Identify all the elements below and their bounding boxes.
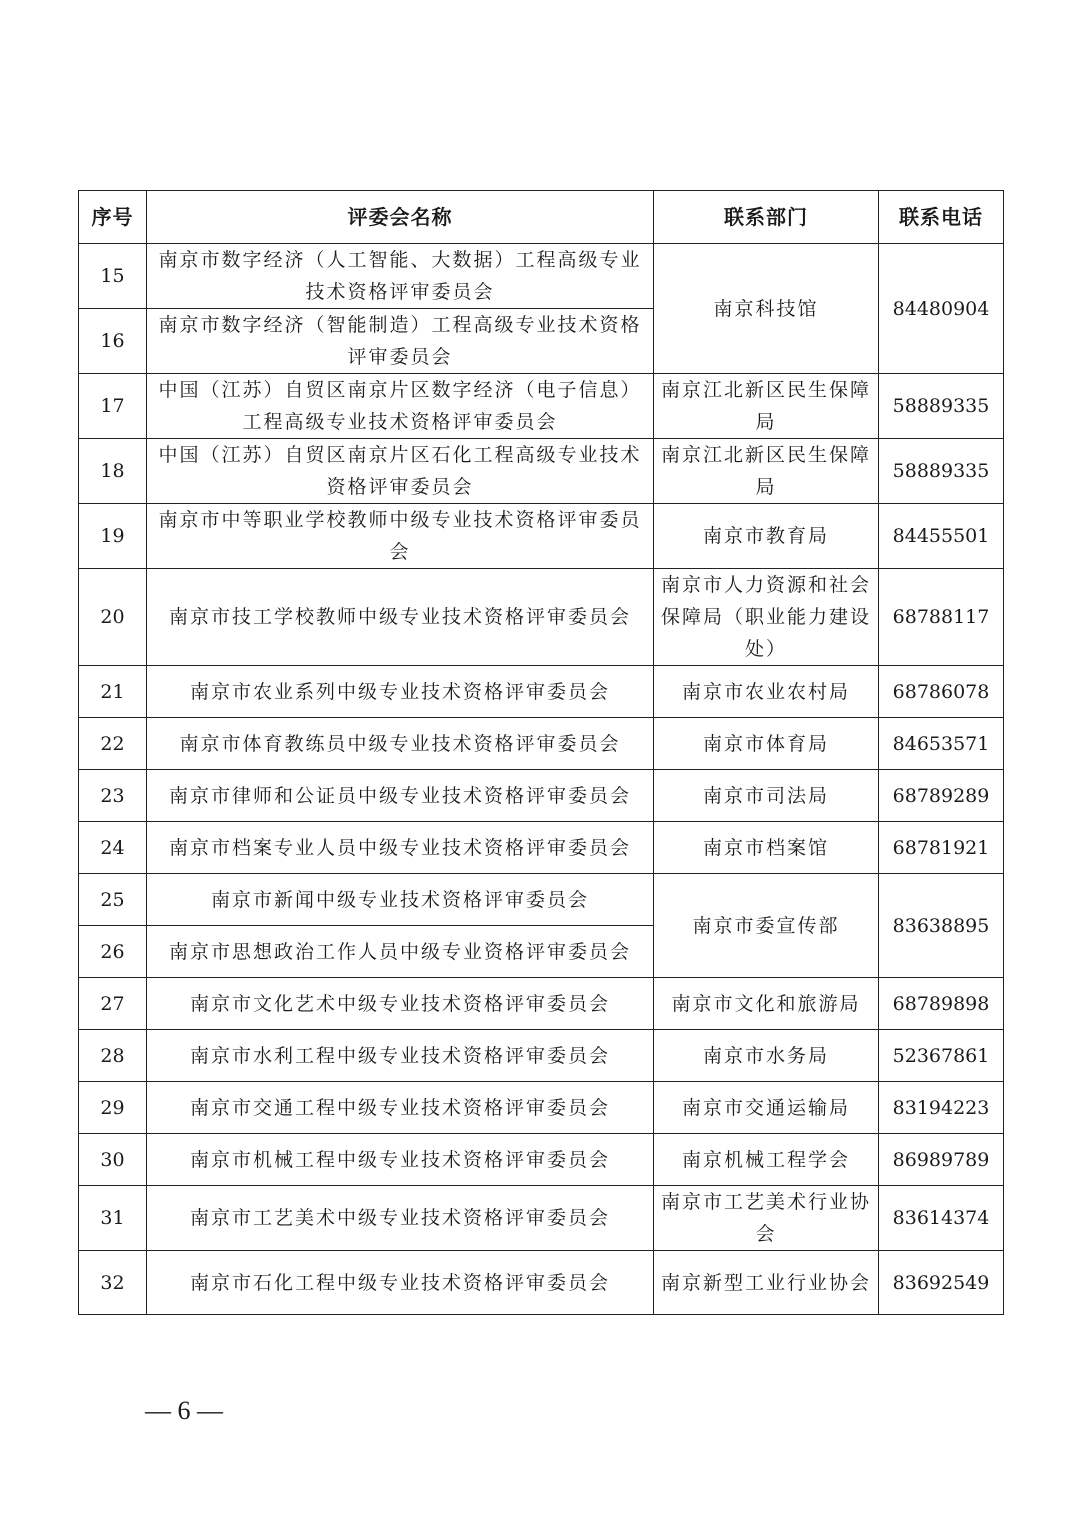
serial-no-cell: 27 [79,978,147,1030]
committee-name-cell: 南京市档案专业人员中级专业技术资格评审委员会 [147,822,654,874]
header-committee-name: 评委会名称 [147,191,654,244]
table-row [79,569,1004,666]
table-row [79,504,1004,569]
review-committee-table [78,190,1004,1315]
contact-department-cell: 南京江北新区民生保障局 [654,374,879,439]
contact-phone-cell: 58889335 [879,374,1004,439]
contact-phone-cell: 68786078 [879,666,1004,718]
contact-department-cell: 南京市司法局 [654,770,879,822]
header-serial-no: 序号 [79,191,147,244]
header-contact-department: 联系部门 [654,191,879,244]
table-body [79,244,1004,1315]
serial-no-cell: 22 [79,718,147,770]
table-row [79,1134,1004,1186]
serial-no-cell: 24 [79,822,147,874]
committee-name-cell: 南京市数字经济（智能制造）工程高级专业技术资格评审委员会 [147,309,654,374]
committee-name-cell: 南京市石化工程中级专业技术资格评审委员会 [147,1251,654,1315]
contact-department-cell: 南京科技馆 [654,244,879,374]
table-row [79,439,1004,504]
committee-name-cell: 中国（江苏）自贸区南京片区数字经济（电子信息）工程高级专业技术资格评审委员会 [147,374,654,439]
committee-name-cell: 南京市数字经济（人工智能、大数据）工程高级专业技术资格评审委员会 [147,244,654,309]
contact-phone-cell: 52367861 [879,1030,1004,1082]
committee-name-cell: 南京市律师和公证员中级专业技术资格评审委员会 [147,770,654,822]
serial-no-cell: 29 [79,1082,147,1134]
contact-phone-cell: 58889335 [879,439,1004,504]
serial-no-cell: 26 [79,926,147,978]
committee-name-cell: 南京市文化艺术中级专业技术资格评审委员会 [147,978,654,1030]
table-row [79,374,1004,439]
serial-no-cell: 18 [79,439,147,504]
table-row [79,1251,1004,1315]
contact-department-cell: 南京市工艺美术行业协会 [654,1186,879,1251]
table-row [79,1030,1004,1082]
serial-no-cell: 30 [79,1134,147,1186]
contact-phone-cell: 68789289 [879,770,1004,822]
contact-department-cell: 南京市农业农村局 [654,666,879,718]
serial-no-cell: 19 [79,504,147,569]
contact-phone-cell: 68789898 [879,978,1004,1030]
committee-name-cell: 中国（江苏）自贸区南京片区石化工程高级专业技术资格评审委员会 [147,439,654,504]
contact-department-cell: 南京市水务局 [654,1030,879,1082]
committee-name-cell: 南京市思想政治工作人员中级专业资格评审委员会 [147,926,654,978]
serial-no-cell: 23 [79,770,147,822]
committee-name-cell: 南京市交通工程中级专业技术资格评审委员会 [147,1082,654,1134]
table-row [79,978,1004,1030]
table-row [79,1082,1004,1134]
serial-no-cell: 28 [79,1030,147,1082]
contact-department-cell: 南京市委宣传部 [654,874,879,978]
header-contact-phone: 联系电话 [879,191,1004,244]
contact-phone-cell: 84480904 [879,244,1004,374]
committee-name-cell: 南京市中等职业学校教师中级专业技术资格评审委员会 [147,504,654,569]
contact-department-cell: 南京市人力资源和社会保障局（职业能力建设处） [654,569,879,666]
committee-name-cell: 南京市体育教练员中级专业技术资格评审委员会 [147,718,654,770]
contact-phone-cell: 68788117 [879,569,1004,666]
committee-name-cell: 南京市机械工程中级专业技术资格评审委员会 [147,1134,654,1186]
contact-department-cell: 南京新型工业行业协会 [654,1251,879,1315]
table-header-row [79,191,1004,244]
committee-name-cell: 南京市工艺美术中级专业技术资格评审委员会 [147,1186,654,1251]
table-row [79,244,1004,309]
page-number: — 6 — [145,1396,223,1425]
serial-no-cell: 32 [79,1251,147,1315]
contact-phone-cell: 83638895 [879,874,1004,978]
committee-name-cell: 南京市水利工程中级专业技术资格评审委员会 [147,1030,654,1082]
contact-department-cell: 南京市教育局 [654,504,879,569]
contact-phone-cell: 68781921 [879,822,1004,874]
contact-phone-cell: 83692549 [879,1251,1004,1315]
table-row [79,770,1004,822]
contact-department-cell: 南京市档案馆 [654,822,879,874]
serial-no-cell: 25 [79,874,147,926]
contact-phone-cell: 83614374 [879,1186,1004,1251]
contact-phone-cell: 83194223 [879,1082,1004,1134]
table-row [79,874,1004,926]
table-row [79,822,1004,874]
contact-department-cell: 南京江北新区民生保障局 [654,439,879,504]
serial-no-cell: 17 [79,374,147,439]
committee-name-cell: 南京市新闻中级专业技术资格评审委员会 [147,874,654,926]
serial-no-cell: 16 [79,309,147,374]
serial-no-cell: 20 [79,569,147,666]
contact-department-cell: 南京市交通运输局 [654,1082,879,1134]
table-row [79,1186,1004,1251]
contact-department-cell: 南京机械工程学会 [654,1134,879,1186]
serial-no-cell: 31 [79,1186,147,1251]
contact-phone-cell: 86989789 [879,1134,1004,1186]
table-row [79,666,1004,718]
serial-no-cell: 15 [79,244,147,309]
committee-name-cell: 南京市技工学校教师中级专业技术资格评审委员会 [147,569,654,666]
contact-phone-cell: 84653571 [879,718,1004,770]
serial-no-cell: 21 [79,666,147,718]
table-row [79,718,1004,770]
contact-phone-cell: 84455501 [879,504,1004,569]
committee-name-cell: 南京市农业系列中级专业技术资格评审委员会 [147,666,654,718]
contact-department-cell: 南京市文化和旅游局 [654,978,879,1030]
contact-department-cell: 南京市体育局 [654,718,879,770]
